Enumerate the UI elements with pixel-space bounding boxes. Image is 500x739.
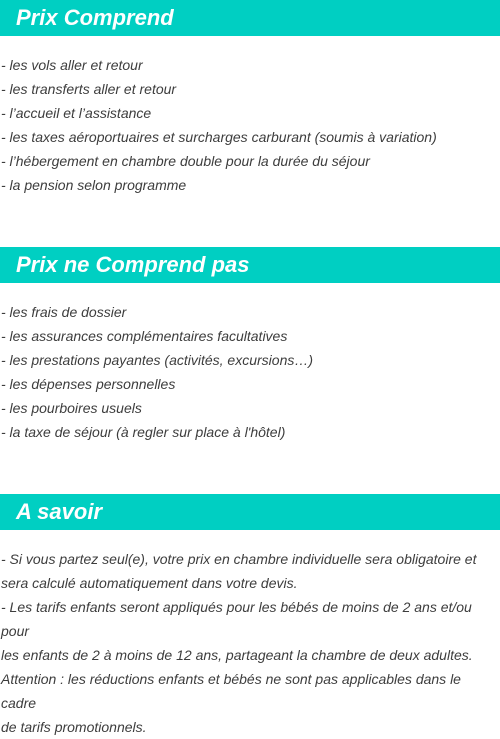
section-header-prix-comprend: Prix Comprend <box>0 0 500 36</box>
list-item: - les taxes aéroportuaires et surcharges carburant (soumis à variation) <box>1 129 437 145</box>
section-header-prix-ne-comprend-pas: Prix ne Comprend pas <box>0 247 500 283</box>
paragraph-line: les enfants de 2 à moins de 12 ans, partageant la chambre de deux adultes. <box>1 647 473 663</box>
paragraph-line: - Les tarifs enfants seront appliqués pour les bébés de moins de 2 ans et/ou pour <box>1 599 472 639</box>
paragraph-line: Attention : les réductions enfants et bébés ne sont pas applicables dans le cadre <box>1 671 461 711</box>
excluded-list <box>0 300 500 444</box>
list-item: - la pension selon programme <box>1 177 187 193</box>
paragraph-line: de tarifs promotionnels. <box>1 719 147 735</box>
paragraph-line: - Si vous partez seul(e), votre prix en chambre individuelle sera obligatoire et <box>1 551 477 567</box>
list-item: - les vols aller et retour <box>1 57 143 73</box>
included-list <box>0 53 500 197</box>
paragraph-line: sera calculé automatiquement dans votre devis. <box>1 575 298 591</box>
list-item: - la taxe de séjour (à regler sur place à l'hôtel) <box>1 424 286 440</box>
list-item: - les assurances complémentaires facultatives <box>1 328 288 344</box>
list-item: - l’accueil et l’assistance <box>1 105 152 121</box>
list-item: - les transferts aller et retour <box>1 81 177 97</box>
section-header-a-savoir: A savoir <box>0 494 500 530</box>
list-item: - les prestations payantes (activités, excursions…) <box>1 352 314 368</box>
list-item: - les dépenses personnelles <box>1 376 176 392</box>
list-item: - les pourboires usuels <box>1 400 142 416</box>
list-item: - l’hébergement en chambre double pour la durée du séjour <box>1 153 370 169</box>
list-item: - les frais de dossier <box>1 304 127 320</box>
info-paragraph <box>0 547 500 739</box>
